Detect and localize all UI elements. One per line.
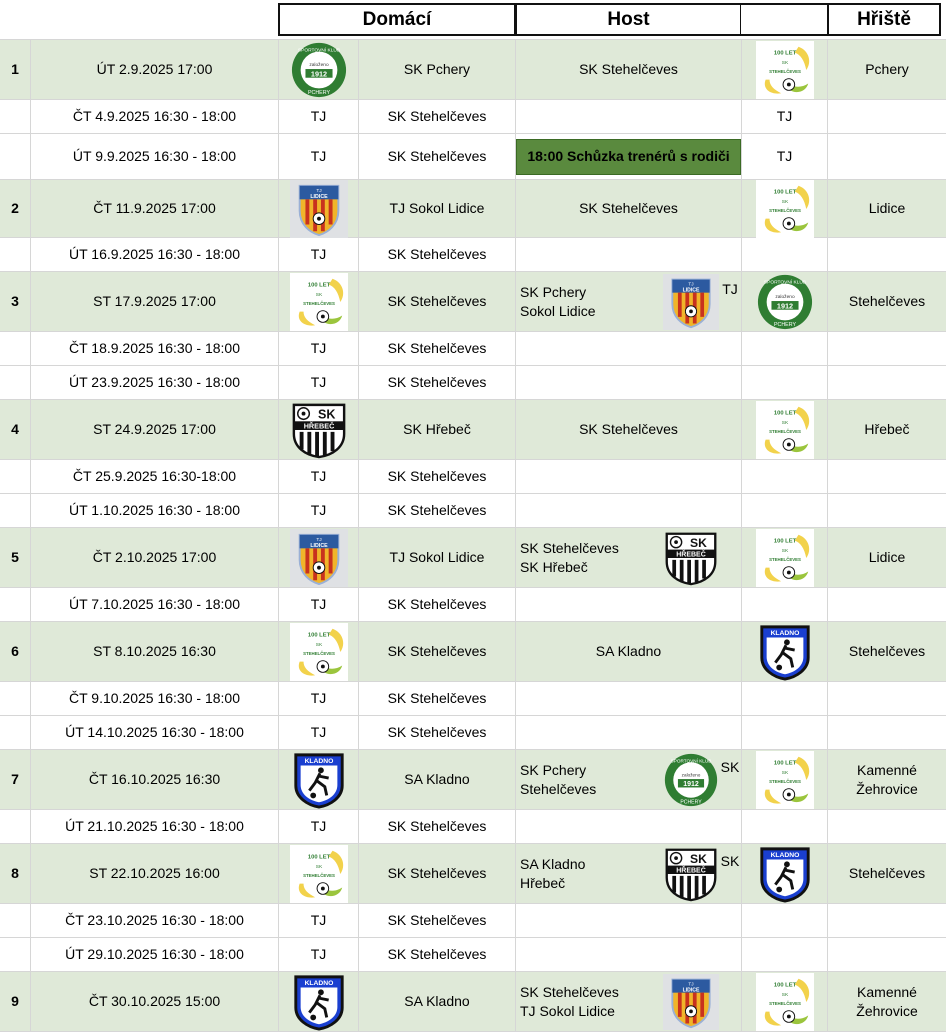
kladno-logo bbox=[756, 845, 814, 903]
away-logo-cell bbox=[741, 332, 827, 365]
away-logo-cell bbox=[741, 904, 827, 937]
stehelceves-logo bbox=[290, 623, 348, 681]
stehelceves-logo bbox=[756, 529, 814, 587]
svg-text:HŘEBEČ: HŘEBEČ bbox=[676, 551, 706, 559]
field-cell: Kamenné Žehrovice bbox=[827, 750, 946, 809]
home-team: SK Stehelčeves bbox=[358, 716, 515, 749]
date-cell: ST 22.10.2025 16:00 bbox=[30, 844, 278, 903]
away-mid-logo bbox=[663, 974, 719, 1030]
away-team-line: SK Stehelčeves bbox=[520, 539, 619, 556]
match-row bbox=[0, 528, 946, 588]
away-logo-cell bbox=[741, 972, 827, 1031]
away-team bbox=[515, 682, 741, 715]
svg-text:100 LET: 100 LET bbox=[307, 854, 330, 861]
home-logo-cell: TJ bbox=[278, 904, 358, 937]
field-cell bbox=[827, 134, 946, 179]
field-cell bbox=[827, 904, 946, 937]
field-cell: Hřebeč bbox=[827, 400, 946, 459]
training-row bbox=[0, 332, 946, 366]
away-logo-cell bbox=[741, 622, 827, 681]
home-team: SK Stehelčeves bbox=[358, 460, 515, 493]
match-row bbox=[0, 972, 946, 1032]
match-number: 2 bbox=[11, 200, 19, 217]
training-row bbox=[0, 238, 946, 272]
date-cell: ST 8.10.2025 16:30 bbox=[30, 622, 278, 681]
home-team: TJ Sokol Lidice bbox=[358, 180, 515, 237]
svg-text:LIDICE: LIDICE bbox=[309, 542, 328, 549]
date-cell: ČT 16.10.2025 16:30 bbox=[30, 750, 278, 809]
training-row bbox=[0, 134, 946, 180]
match-row bbox=[0, 40, 946, 100]
away-team-lines bbox=[520, 761, 663, 799]
away-team-line: SK Pchery bbox=[520, 761, 587, 778]
svg-text:TJ: TJ bbox=[688, 981, 694, 987]
hrebec-logo bbox=[290, 401, 348, 459]
svg-text:KLADNO: KLADNO bbox=[304, 979, 333, 987]
home-logo-cell: TJ bbox=[278, 938, 358, 971]
away-logo-cell: TJ bbox=[741, 100, 827, 133]
svg-text:SK: SK bbox=[690, 535, 707, 550]
field-cell bbox=[827, 100, 946, 133]
match-number bbox=[0, 100, 30, 133]
kladno-logo bbox=[756, 623, 814, 681]
stehelceves-logo bbox=[290, 273, 348, 331]
svg-text:SK: SK bbox=[781, 992, 788, 998]
header-field: Hřiště bbox=[827, 3, 941, 36]
svg-text:SPORTOVNÍ KLUB: SPORTOVNÍ KLUB bbox=[763, 280, 806, 286]
match-number bbox=[0, 938, 30, 971]
away-team-line: Sokol Lidice bbox=[520, 302, 596, 319]
away-team-tail: TJ bbox=[722, 281, 738, 297]
away-team: SK Stehelčeves bbox=[515, 40, 741, 99]
stehelceves-logo bbox=[756, 180, 814, 238]
pchery-logo bbox=[756, 273, 814, 331]
match-number: 3 bbox=[11, 293, 19, 310]
away-team: SK Stehelčeves bbox=[515, 400, 741, 459]
match-number bbox=[0, 716, 30, 749]
training-row bbox=[0, 460, 946, 494]
stehelceves-logo bbox=[756, 751, 814, 809]
match-number bbox=[0, 134, 30, 179]
away-team bbox=[515, 810, 741, 843]
field-cell bbox=[827, 810, 946, 843]
date-cell: ČT 9.10.2025 16:30 - 18:00 bbox=[30, 682, 278, 715]
svg-text:1912: 1912 bbox=[683, 780, 699, 788]
match-number bbox=[0, 588, 30, 621]
date-cell: ÚT 14.10.2025 16:30 - 18:00 bbox=[30, 716, 278, 749]
home-logo-cell bbox=[278, 40, 358, 99]
away-team-lines bbox=[520, 283, 663, 321]
svg-text:LIDICE: LIDICE bbox=[309, 193, 328, 200]
away-mid-logo bbox=[663, 846, 719, 902]
svg-text:100 LET: 100 LET bbox=[773, 50, 796, 57]
field-cell bbox=[827, 588, 946, 621]
home-team: SK Stehelčeves bbox=[358, 494, 515, 527]
away-logo-cell bbox=[741, 844, 827, 903]
svg-text:PCHERY: PCHERY bbox=[680, 798, 702, 805]
away-logo-cell bbox=[741, 716, 827, 749]
home-team: SK Stehelčeves bbox=[358, 938, 515, 971]
match-number: 8 bbox=[11, 865, 19, 882]
field-cell: Stehelčeves bbox=[827, 272, 946, 331]
away-team bbox=[515, 238, 741, 271]
svg-text:STEHELČEVES: STEHELČEVES bbox=[302, 872, 335, 878]
away-team-line: SK Hřebeč bbox=[520, 558, 588, 575]
home-logo-cell: TJ bbox=[278, 588, 358, 621]
match-number bbox=[0, 494, 30, 527]
home-logo-cell: TJ bbox=[278, 460, 358, 493]
away-logo-cell bbox=[741, 528, 827, 587]
home-team: SK Stehelčeves bbox=[358, 134, 515, 179]
match-number bbox=[0, 904, 30, 937]
svg-text:SK: SK bbox=[315, 292, 322, 298]
field-cell bbox=[827, 716, 946, 749]
svg-text:SK: SK bbox=[781, 60, 788, 66]
field-cell: Lidice bbox=[827, 528, 946, 587]
match-row bbox=[0, 844, 946, 904]
svg-text:STEHELČEVES: STEHELČEVES bbox=[768, 428, 801, 434]
svg-text:KLADNO: KLADNO bbox=[770, 851, 799, 859]
svg-text:SPORTOVNÍ KLUB: SPORTOVNÍ KLUB bbox=[297, 48, 340, 54]
date-cell: ČT 18.9.2025 16:30 - 18:00 bbox=[30, 332, 278, 365]
away-mid-logo bbox=[663, 274, 719, 330]
svg-text:SK: SK bbox=[317, 406, 335, 421]
away-logo-cell bbox=[741, 750, 827, 809]
away-team-line: SK Pchery bbox=[520, 283, 587, 300]
training-row bbox=[0, 494, 946, 528]
match-number: 7 bbox=[11, 771, 19, 788]
kladno-logo bbox=[290, 973, 348, 1031]
home-logo-cell bbox=[278, 528, 358, 587]
field-cell: Lidice bbox=[827, 180, 946, 237]
svg-text:100 LET: 100 LET bbox=[307, 282, 330, 289]
parents-meeting-note: 18:00 Schůzka trenérů s rodiči bbox=[516, 139, 741, 175]
home-logo-cell bbox=[278, 272, 358, 331]
away-team bbox=[515, 938, 741, 971]
lidice-logo bbox=[290, 529, 348, 587]
away-team bbox=[515, 460, 741, 493]
svg-text:STEHELČEVES: STEHELČEVES bbox=[768, 68, 801, 74]
away-team-tail: SK bbox=[720, 759, 740, 775]
field-cell: Pchery bbox=[827, 40, 946, 99]
date-cell: ÚT 7.10.2025 16:30 - 18:00 bbox=[30, 588, 278, 621]
training-row bbox=[0, 100, 946, 134]
header-away: Host bbox=[515, 3, 742, 36]
stehelceves-logo bbox=[756, 401, 814, 459]
svg-text:1912: 1912 bbox=[310, 68, 327, 78]
training-row bbox=[0, 716, 946, 750]
pchery-logo bbox=[663, 752, 719, 808]
svg-text:SK: SK bbox=[781, 770, 788, 776]
home-team: SK Stehelčeves bbox=[358, 238, 515, 271]
away-team bbox=[515, 366, 741, 399]
match-row bbox=[0, 400, 946, 460]
home-team: SK Stehelčeves bbox=[358, 622, 515, 681]
date-cell: ČT 23.10.2025 16:30 - 18:00 bbox=[30, 904, 278, 937]
svg-text:HŘEBEČ: HŘEBEČ bbox=[303, 421, 334, 431]
field-cell: Stehelčeves bbox=[827, 844, 946, 903]
away-team bbox=[515, 134, 741, 179]
field-cell bbox=[827, 238, 946, 271]
header-away-logo-spacer bbox=[741, 3, 828, 36]
match-number bbox=[0, 682, 30, 715]
home-logo-cell bbox=[278, 180, 358, 237]
home-logo-cell: TJ bbox=[278, 134, 358, 179]
training-row bbox=[0, 938, 946, 972]
field-cell bbox=[827, 332, 946, 365]
home-team: SK Stehelčeves bbox=[358, 100, 515, 133]
home-logo-cell: TJ bbox=[278, 716, 358, 749]
away-team-lines bbox=[520, 539, 663, 577]
svg-text:TJ: TJ bbox=[315, 188, 322, 194]
stehelceves-logo bbox=[756, 973, 814, 1031]
away-team-line: Hřebeč bbox=[520, 874, 566, 891]
away-logo-cell bbox=[741, 272, 827, 331]
match-row bbox=[0, 272, 946, 332]
svg-text:TJ: TJ bbox=[315, 537, 322, 543]
date-cell: ČT 4.9.2025 16:30 - 18:00 bbox=[30, 100, 278, 133]
field-cell bbox=[827, 494, 946, 527]
svg-text:založeno: založeno bbox=[308, 62, 329, 68]
svg-text:SK: SK bbox=[781, 420, 788, 426]
away-team: SK Stehelčeves bbox=[515, 180, 741, 237]
match-number bbox=[0, 238, 30, 271]
away-team bbox=[515, 716, 741, 749]
svg-text:100 LET: 100 LET bbox=[307, 632, 330, 639]
svg-text:KLADNO: KLADNO bbox=[770, 629, 799, 637]
away-team bbox=[515, 904, 741, 937]
svg-text:STEHELČEVES: STEHELČEVES bbox=[768, 778, 801, 784]
home-logo-cell bbox=[278, 622, 358, 681]
date-cell: ST 17.9.2025 17:00 bbox=[30, 272, 278, 331]
stehelceves-logo bbox=[756, 41, 814, 99]
svg-text:STEHELČEVES: STEHELČEVES bbox=[768, 1000, 801, 1006]
away-team bbox=[515, 528, 741, 587]
match-number: 5 bbox=[11, 549, 19, 566]
svg-text:SK: SK bbox=[690, 851, 707, 866]
match-number: 6 bbox=[11, 643, 19, 660]
svg-text:SK: SK bbox=[781, 548, 788, 554]
field-cell bbox=[827, 460, 946, 493]
away-logo-cell bbox=[741, 180, 827, 237]
date-cell: ÚT 9.9.2025 16:30 - 18:00 bbox=[30, 134, 278, 179]
svg-text:STEHELČEVES: STEHELČEVES bbox=[302, 300, 335, 306]
svg-text:100 LET: 100 LET bbox=[773, 982, 796, 989]
away-team: SA Kladno bbox=[515, 622, 741, 681]
svg-text:KLADNO: KLADNO bbox=[304, 757, 333, 765]
away-logo-cell bbox=[741, 40, 827, 99]
home-team: SK Stehelčeves bbox=[358, 272, 515, 331]
date-cell: ÚT 29.10.2025 16:30 - 18:00 bbox=[30, 938, 278, 971]
home-team: SK Stehelčeves bbox=[358, 682, 515, 715]
date-cell: ČT 2.10.2025 17:00 bbox=[30, 528, 278, 587]
svg-text:STEHELČEVES: STEHELČEVES bbox=[302, 650, 335, 656]
header-home: Domácí bbox=[278, 3, 516, 36]
field-cell bbox=[827, 938, 946, 971]
home-logo-cell bbox=[278, 972, 358, 1031]
away-team bbox=[515, 272, 741, 331]
away-logo-cell bbox=[741, 588, 827, 621]
away-logo-cell bbox=[741, 810, 827, 843]
match-number: 9 bbox=[11, 993, 19, 1010]
field-cell bbox=[827, 366, 946, 399]
svg-text:100 LET: 100 LET bbox=[773, 538, 796, 545]
match-number bbox=[0, 332, 30, 365]
match-number bbox=[0, 810, 30, 843]
date-cell: ST 24.9.2025 17:00 bbox=[30, 400, 278, 459]
field-cell: Stehelčeves bbox=[827, 622, 946, 681]
training-row bbox=[0, 366, 946, 400]
training-row bbox=[0, 588, 946, 622]
away-logo-cell bbox=[741, 682, 827, 715]
training-row bbox=[0, 904, 946, 938]
home-team: SK Stehelčeves bbox=[358, 810, 515, 843]
away-team bbox=[515, 100, 741, 133]
home-team: TJ Sokol Lidice bbox=[358, 528, 515, 587]
svg-text:SK: SK bbox=[315, 642, 322, 648]
svg-text:SK: SK bbox=[781, 199, 788, 205]
home-logo-cell: TJ bbox=[278, 100, 358, 133]
home-team: SK Stehelčeves bbox=[358, 844, 515, 903]
lidice-logo bbox=[663, 274, 719, 330]
svg-text:SPORTOVNÍ KLUB: SPORTOVNÍ KLUB bbox=[670, 757, 712, 763]
field-cell: Kamenné Žehrovice bbox=[827, 972, 946, 1031]
home-logo-cell: TJ bbox=[278, 682, 358, 715]
home-logo-cell bbox=[278, 844, 358, 903]
match-number bbox=[0, 366, 30, 399]
home-logo-cell: TJ bbox=[278, 238, 358, 271]
date-cell: ČT 30.10.2025 15:00 bbox=[30, 972, 278, 1031]
away-logo-cell bbox=[741, 400, 827, 459]
away-logo-cell bbox=[741, 238, 827, 271]
match-row bbox=[0, 750, 946, 810]
date-cell: ÚT 16.9.2025 16:30 - 18:00 bbox=[30, 238, 278, 271]
away-team-lines bbox=[520, 983, 663, 1021]
match-row bbox=[0, 180, 946, 238]
away-team-line: TJ Sokol Lidice bbox=[520, 1002, 615, 1019]
training-row bbox=[0, 810, 946, 844]
away-team-lines bbox=[520, 855, 663, 893]
header-row bbox=[0, 0, 946, 40]
away-team bbox=[515, 494, 741, 527]
lidice-logo bbox=[290, 180, 348, 238]
hrebec-logo bbox=[663, 846, 719, 902]
svg-text:založeno: založeno bbox=[681, 771, 701, 777]
svg-text:založeno: založeno bbox=[774, 294, 795, 300]
lidice-logo bbox=[663, 974, 719, 1030]
away-team bbox=[515, 750, 741, 809]
svg-text:TJ: TJ bbox=[688, 281, 694, 287]
svg-text:SK: SK bbox=[315, 864, 322, 870]
away-team bbox=[515, 588, 741, 621]
away-mid-logo bbox=[663, 530, 719, 586]
svg-text:100 LET: 100 LET bbox=[773, 189, 796, 196]
away-team bbox=[515, 332, 741, 365]
pchery-logo bbox=[290, 41, 348, 99]
date-cell: ČT 25.9.2025 16:30-18:00 bbox=[30, 460, 278, 493]
match-number bbox=[0, 460, 30, 493]
away-team-line: SA Kladno bbox=[520, 855, 586, 872]
svg-text:PCHERY: PCHERY bbox=[307, 89, 330, 96]
home-logo-cell: TJ bbox=[278, 366, 358, 399]
svg-text:HŘEBEČ: HŘEBEČ bbox=[676, 867, 706, 875]
svg-text:100 LET: 100 LET bbox=[773, 410, 796, 417]
away-team-line: Stehelčeves bbox=[520, 780, 597, 797]
away-mid-logo bbox=[663, 752, 719, 808]
home-logo-cell: TJ bbox=[278, 494, 358, 527]
date-cell: ÚT 21.10.2025 16:30 - 18:00 bbox=[30, 810, 278, 843]
svg-text:LIDICE: LIDICE bbox=[682, 286, 700, 293]
away-logo-cell: TJ bbox=[741, 134, 827, 179]
match-number: 1 bbox=[11, 61, 19, 78]
match-row bbox=[0, 622, 946, 682]
date-cell: ČT 11.9.2025 17:00 bbox=[30, 180, 278, 237]
home-team: SK Pchery bbox=[358, 40, 515, 99]
date-cell: ÚT 1.10.2025 16:30 - 18:00 bbox=[30, 494, 278, 527]
away-logo-cell bbox=[741, 938, 827, 971]
date-cell: ÚT 2.9.2025 17:00 bbox=[30, 40, 278, 99]
home-logo-cell bbox=[278, 750, 358, 809]
svg-text:PCHERY: PCHERY bbox=[773, 321, 796, 328]
kladno-logo bbox=[290, 751, 348, 809]
hrebec-logo bbox=[663, 530, 719, 586]
training-row bbox=[0, 682, 946, 716]
field-cell bbox=[827, 682, 946, 715]
away-team-line: SK Stehelčeves bbox=[520, 983, 619, 1000]
away-team bbox=[515, 972, 741, 1031]
home-team: SK Stehelčeves bbox=[358, 332, 515, 365]
svg-text:LIDICE: LIDICE bbox=[682, 986, 700, 993]
home-team: SA Kladno bbox=[358, 972, 515, 1031]
away-logo-cell bbox=[741, 460, 827, 493]
home-team: SK Hřebeč bbox=[358, 400, 515, 459]
home-team: SA Kladno bbox=[358, 750, 515, 809]
home-team: SK Stehelčeves bbox=[358, 904, 515, 937]
home-logo-cell bbox=[278, 400, 358, 459]
svg-text:STEHELČEVES: STEHELČEVES bbox=[768, 556, 801, 562]
stehelceves-logo bbox=[290, 845, 348, 903]
home-team: SK Stehelčeves bbox=[358, 588, 515, 621]
match-number: 4 bbox=[11, 421, 19, 438]
home-logo-cell: TJ bbox=[278, 810, 358, 843]
svg-text:100 LET: 100 LET bbox=[773, 760, 796, 767]
away-team-tail: SK bbox=[720, 853, 740, 869]
home-team: SK Stehelčeves bbox=[358, 366, 515, 399]
away-logo-cell bbox=[741, 366, 827, 399]
svg-text:STEHELČEVES: STEHELČEVES bbox=[768, 207, 801, 213]
date-cell: ÚT 23.9.2025 16:30 - 18:00 bbox=[30, 366, 278, 399]
svg-text:1912: 1912 bbox=[776, 300, 793, 310]
home-logo-cell: TJ bbox=[278, 332, 358, 365]
away-team bbox=[515, 844, 741, 903]
away-logo-cell bbox=[741, 494, 827, 527]
